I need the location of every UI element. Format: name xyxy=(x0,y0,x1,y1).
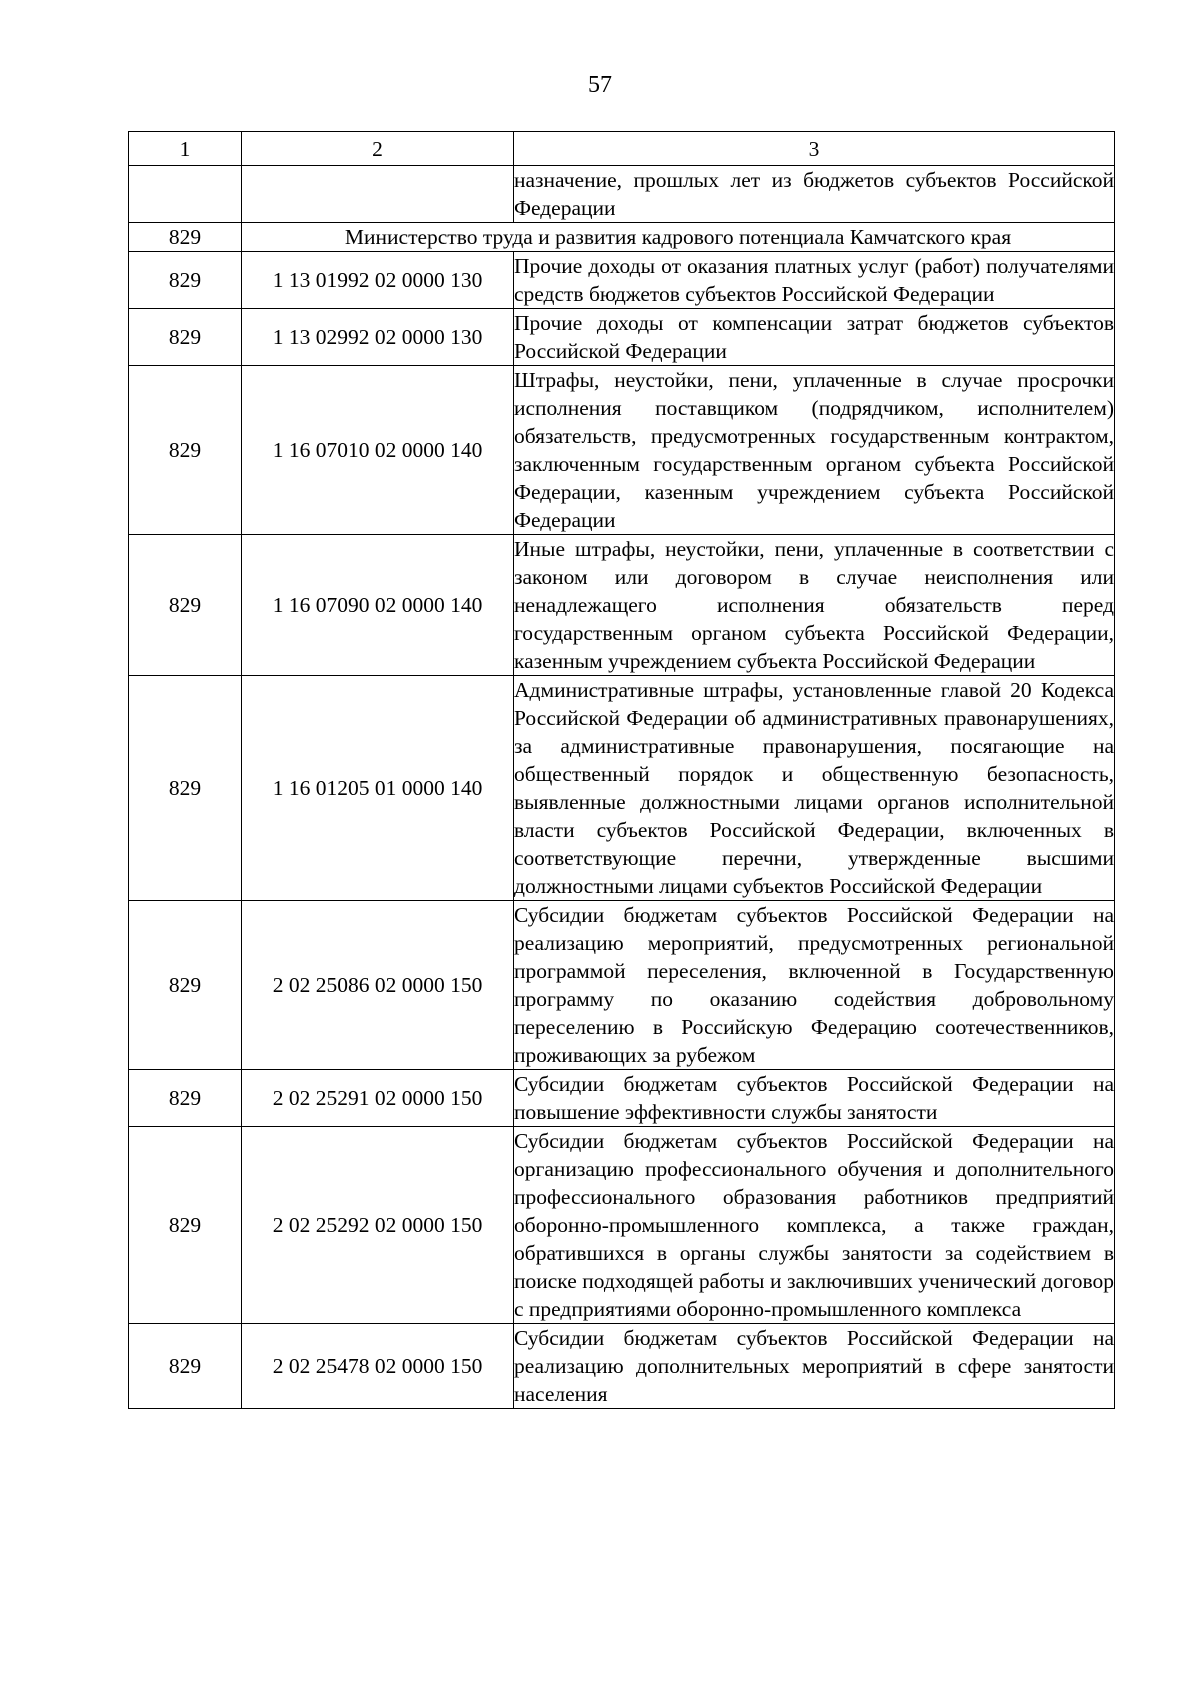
admin-code-cell: 829 xyxy=(129,676,242,901)
ministry-code: 829 xyxy=(129,223,242,252)
table-row xyxy=(129,309,1115,366)
column-header-1: 1 xyxy=(129,132,242,166)
table-row xyxy=(129,366,1115,535)
ministry-title: Министерство труда и развития кадрового потенциала Камчатского края xyxy=(242,223,1115,252)
table-row xyxy=(129,252,1115,309)
column-header-3: 3 xyxy=(514,132,1115,166)
table-row xyxy=(129,676,1115,901)
description-cell: Прочие доходы от оказания платных услуг (работ) получателями средств бюджетов субъектов Российской Федерации xyxy=(514,252,1115,309)
continuation-admin-cell xyxy=(129,166,242,223)
column-header-2: 2 xyxy=(242,132,514,166)
ministry-row xyxy=(129,223,1115,252)
continuation-text: назначение, прошлых лет из бюджетов субъектов Российской Федерации xyxy=(514,166,1115,223)
kbk-code-cell: 1 16 01205 01 0000 140 xyxy=(242,676,514,901)
table-header-row xyxy=(129,132,1115,166)
description-cell: Штрафы, неустойки, пени, уплаченные в случае просрочки исполнения поставщиком (подрядчиком, исполнителем) обязательств, предусмотренных государственным контрактом, заключенным государственным органом субъекта Российской Федерации, казенным учреждением субъекта Российской Федерации xyxy=(514,366,1115,535)
continuation-row xyxy=(129,166,1115,223)
table-row xyxy=(129,1324,1115,1409)
revenue-codes-table xyxy=(128,131,1115,1409)
description-cell: Субсидии бюджетам субъектов Российской Федерации на повышение эффективности службы занятости xyxy=(514,1070,1115,1127)
kbk-code-cell: 1 13 02992 02 0000 130 xyxy=(242,309,514,366)
description-cell: Административные штрафы, установленные главой 20 Кодекса Российской Федерации об административных правонарушениях, за административные правонарушения, посягающие на общественный порядок и общественную безопасность, выявленные должностными лицами органов исполнительной власти субъектов Российской Федерации, включенных в соответствующие перечни, утвержденные высшими должностными лицами субъектов Российской Федерации xyxy=(514,676,1115,901)
admin-code-cell: 829 xyxy=(129,366,242,535)
kbk-code-cell: 1 16 07090 02 0000 140 xyxy=(242,535,514,676)
description-cell: Субсидии бюджетам субъектов Российской Федерации на реализацию мероприятий, предусмотренных региональной программой переселения, включенной в Государственную программу по оказанию содействия добровольному переселению в Российскую Федерацию соотечественников, проживающих за рубежом xyxy=(514,901,1115,1070)
kbk-code-cell: 2 02 25086 02 0000 150 xyxy=(242,901,514,1070)
table-row xyxy=(129,1127,1115,1324)
kbk-code-cell: 2 02 25478 02 0000 150 xyxy=(242,1324,514,1409)
description-cell: Прочие доходы от компенсации затрат бюджетов субъектов Российской Федерации xyxy=(514,309,1115,366)
kbk-code-cell: 1 13 01992 02 0000 130 xyxy=(242,252,514,309)
admin-code-cell: 829 xyxy=(129,1127,242,1324)
page-number: 57 xyxy=(588,72,612,98)
admin-code-cell: 829 xyxy=(129,1324,242,1409)
admin-code-cell: 829 xyxy=(129,1070,242,1127)
kbk-code-cell: 1 16 07010 02 0000 140 xyxy=(242,366,514,535)
description-cell: Иные штрафы, неустойки, пени, уплаченные в соответствии с законом или договором в случае неисполнения или ненадлежащего исполнения обязательств перед государственным органом субъекта Российской Федерации, казенным учреждением субъекта Российской Федерации xyxy=(514,535,1115,676)
table-row xyxy=(129,1070,1115,1127)
continuation-kbk-cell xyxy=(242,166,514,223)
kbk-code-cell: 2 02 25291 02 0000 150 xyxy=(242,1070,514,1127)
description-cell: Субсидии бюджетам субъектов Российской Федерации на организацию профессионального обучения и дополнительного профессионального образования работников предприятий оборонно-промышленного комплекса, а также граждан, обратившихся в органы службы занятости за содействием в поиске подходящей работы и заключивших ученический договор с предприятиями оборонно-промышленного комплекса xyxy=(514,1127,1115,1324)
description-cell: Субсидии бюджетам субъектов Российской Федерации на реализацию дополнительных мероприятий в сфере занятости населения xyxy=(514,1324,1115,1409)
kbk-code-cell: 2 02 25292 02 0000 150 xyxy=(242,1127,514,1324)
admin-code-cell: 829 xyxy=(129,309,242,366)
table-row xyxy=(129,535,1115,676)
admin-code-cell: 829 xyxy=(129,252,242,309)
table-row xyxy=(129,901,1115,1070)
admin-code-cell: 829 xyxy=(129,901,242,1070)
admin-code-cell: 829 xyxy=(129,535,242,676)
